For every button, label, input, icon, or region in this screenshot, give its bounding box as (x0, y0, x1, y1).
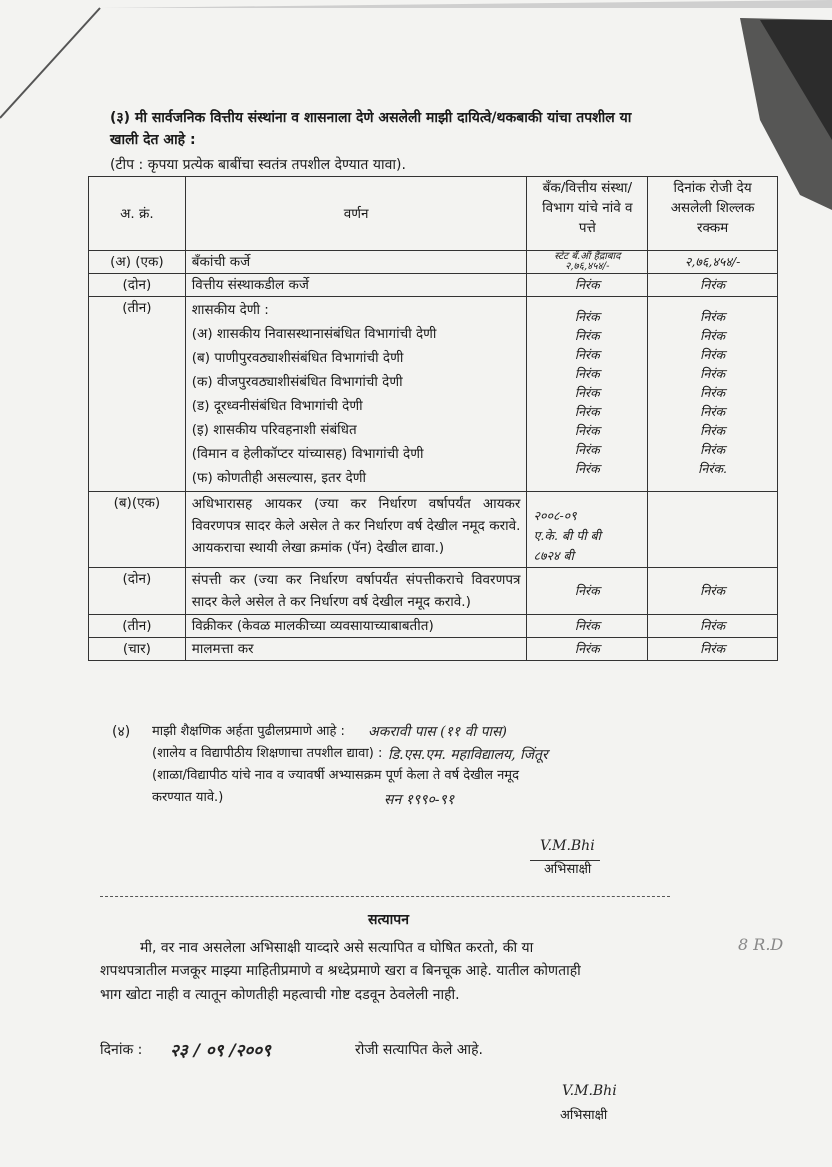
education-qualification: अकरावी पास (११ वी पास) (368, 724, 507, 740)
desc-line: (इ) शासकीय परिवहनाशी संबंधित (191, 422, 357, 438)
bank-line: निरंक (574, 385, 600, 400)
row-bank (527, 297, 648, 492)
table-row (89, 568, 778, 615)
date-suffix: रोजी सत्यापित केले आहे. (355, 1042, 483, 1058)
desc-line: (फ) कोणतीही असल्यास, इतर देणी (191, 470, 366, 486)
row-description: विक्रीकर (केवळ मालकीच्या व्यवसायाच्याबाबतीत) (185, 615, 527, 638)
row-serial: (चार) (89, 638, 186, 661)
row-serial: (तीन) (89, 297, 186, 492)
row-amount: २,७६,४५४/- (648, 251, 778, 274)
signer-label-1: अभिसाक्षी (544, 862, 592, 877)
date-label: दिनांक : (100, 1042, 143, 1058)
bank-line: निरंक (574, 461, 600, 476)
row-serial: (ब)(एक) (89, 492, 186, 568)
section4-line2: (शालेय व विद्यापीठीय शिक्षणाचा तपशील द्यावा) : (152, 746, 383, 761)
bank-line: निरंक (574, 347, 600, 362)
row-bank: स्टेट बँ.ऑ हैद्राबाद २,७६,४५४/- (527, 251, 648, 274)
signature-1: V.M.Bhi (540, 838, 595, 854)
bank-line: निरंक (574, 309, 600, 324)
row-amount: निरंक (648, 568, 778, 615)
row-serial: (अ) (एक) (89, 251, 186, 274)
table-header-row (89, 177, 778, 251)
section-divider (100, 896, 670, 897)
row-serial: (दोन) (89, 568, 186, 615)
liabilities-table (88, 176, 778, 661)
section4-line3: (शाळा/विद्यापीठ यांचे नाव व ज्यावर्षी अभ्यासक्रम पूर्ण केला ते वर्ष देखील नमूद (152, 768, 519, 783)
header-bank: बँक/वित्तीय संस्था/ विभाग यांचे नांवे व पत्ते (527, 177, 648, 251)
header-serial: अ. क्रं. (89, 177, 186, 251)
assessment-year: २००८-०९ (533, 508, 577, 523)
row-serial: (तीन) (89, 615, 186, 638)
row-serial: (दोन) (89, 274, 186, 297)
header-amount: दिनांक रोजी देय असलेली शिल्लक रक्कम (648, 177, 778, 251)
signer-label-2: अभिसाक्षी (560, 1108, 608, 1123)
bank-line: निरंक (574, 442, 600, 457)
amount-line: निरंक. (698, 461, 728, 476)
row-description: वित्तीय संस्थाकडील कर्जे (185, 274, 527, 297)
education-year: सन १९९०-९१ (384, 792, 455, 808)
desc-line: (विमान व हेलीकॉप्टर यांच्यासह) विभागांची देणी (191, 446, 424, 462)
table-row (89, 297, 778, 492)
amount-line: निरंक (700, 385, 726, 400)
table-row (89, 274, 778, 297)
pan-line: ए.के. बी पी बी (533, 528, 601, 543)
bank-line: निरंक (574, 404, 600, 419)
education-institution: डि.एस.एम. महाविद्यालय, जिंतूर (388, 747, 548, 763)
row-bank: निरंक (527, 274, 648, 297)
row-amount (648, 297, 778, 492)
row-description: अधिभारासह आयकर (ज्या कर निर्धारण वर्षापर्यंत आयकर विवरणपत्र सादर केले असेल ते कर निर्धारण वर्ष देखील नमूद करावे. आयकराचा स्थायी लेखा क्रमांक (पॅन) देखील द्यावा.) (185, 492, 527, 568)
row-bank (527, 492, 648, 568)
pan-line: ८७२४ बी (533, 548, 574, 563)
row-bank: निरंक (527, 568, 648, 615)
row-bank: निरंक (527, 638, 648, 661)
row-amount (648, 492, 778, 568)
row-description: मालमत्ता कर (185, 638, 527, 661)
amount-line: निरंक (700, 366, 726, 381)
amount-line: निरंक (700, 404, 726, 419)
desc-line: (अ) शासकीय निवासस्थानासंबंधित विभागांची देणी (191, 326, 437, 342)
bank-line: निरंक (574, 366, 600, 381)
row-bank: निरंक (527, 615, 648, 638)
section3-note: (टीप : कृपया प्रत्येक बाबींचा स्वतंत्र तपशील देण्यात यावा). (110, 157, 406, 173)
row-amount: निरंक (648, 638, 778, 661)
stamp-mark: 8 R.D (738, 935, 784, 954)
row-description: संपत्ती कर (ज्या कर निर्धारण वर्षापर्यंत संपत्तीकराचे विवरणपत्र सादर केले असेल ते कर निर्धारण वर्ष देखील नमूद करावे.) (185, 568, 527, 615)
header-description: वर्णन (185, 177, 527, 251)
section3-heading-line1: (३) मी सार्वजनिक वित्तीय संस्थांना व शासनाला देणे असलेली माझी दायित्वे/थकबाकी यांचा तपशील या (110, 110, 632, 126)
row-amount: निरंक (648, 615, 778, 638)
desc-line: (ब) पाणीपुरवठ्याशीसंबंधित विभागांची देणी (191, 350, 404, 366)
table-row (89, 638, 778, 661)
table-row (89, 615, 778, 638)
section4-line4: करण्यात यावे.) (152, 790, 224, 805)
verification-line2: शपथपत्रातील मजकूर माझ्या माहितीप्रमाणे व श्रध्देप्रमाणे खरा व बिनचूक आहे. यातील कोणताही (100, 963, 581, 979)
section4-line1: माझी शैक्षणिक अर्हता पुढीलप्रमाणे आहे : (152, 724, 345, 739)
row-amount: निरंक (648, 274, 778, 297)
amount-line: निरंक (700, 423, 726, 438)
date-value: २३ / ०९ /२००९ (170, 1041, 271, 1061)
signature-2: V.M.Bhi (562, 1083, 617, 1099)
bank-line: निरंक (574, 423, 600, 438)
row-description: बँकांची कर्जे (185, 251, 527, 274)
verification-line1: मी, वर नाव असलेला अभिसाक्षी याव्दारे असे सत्यापित व घोषित करतो, की या (140, 940, 534, 956)
verification-title: सत्यापन (368, 912, 409, 928)
amount-line: निरंक (700, 347, 726, 362)
verification-line3: भाग खोटा नाही व त्यातून कोणतीही महत्वाची गोष्ट दडवून ठेवलेली नाही. (100, 987, 460, 1003)
desc-line: (ड) दूरध्वनीसंबंधित विभागांची देणी (191, 398, 363, 414)
bank-line: निरंक (574, 328, 600, 343)
table-row (89, 492, 778, 568)
amount-line: निरंक (700, 328, 726, 343)
amount-line: निरंक (700, 309, 726, 324)
desc-line: (क) वीजपुरवठ्याशीसंबंधित विभागांची देणी (191, 374, 403, 390)
section4-number: (४) (112, 724, 131, 740)
desc-line: शासकीय देणी : (191, 302, 269, 318)
amount-line: निरंक (700, 442, 726, 457)
row-description (185, 297, 527, 492)
section3-heading-line2: खाली देत आहे : (110, 132, 196, 148)
table-row (89, 251, 778, 274)
